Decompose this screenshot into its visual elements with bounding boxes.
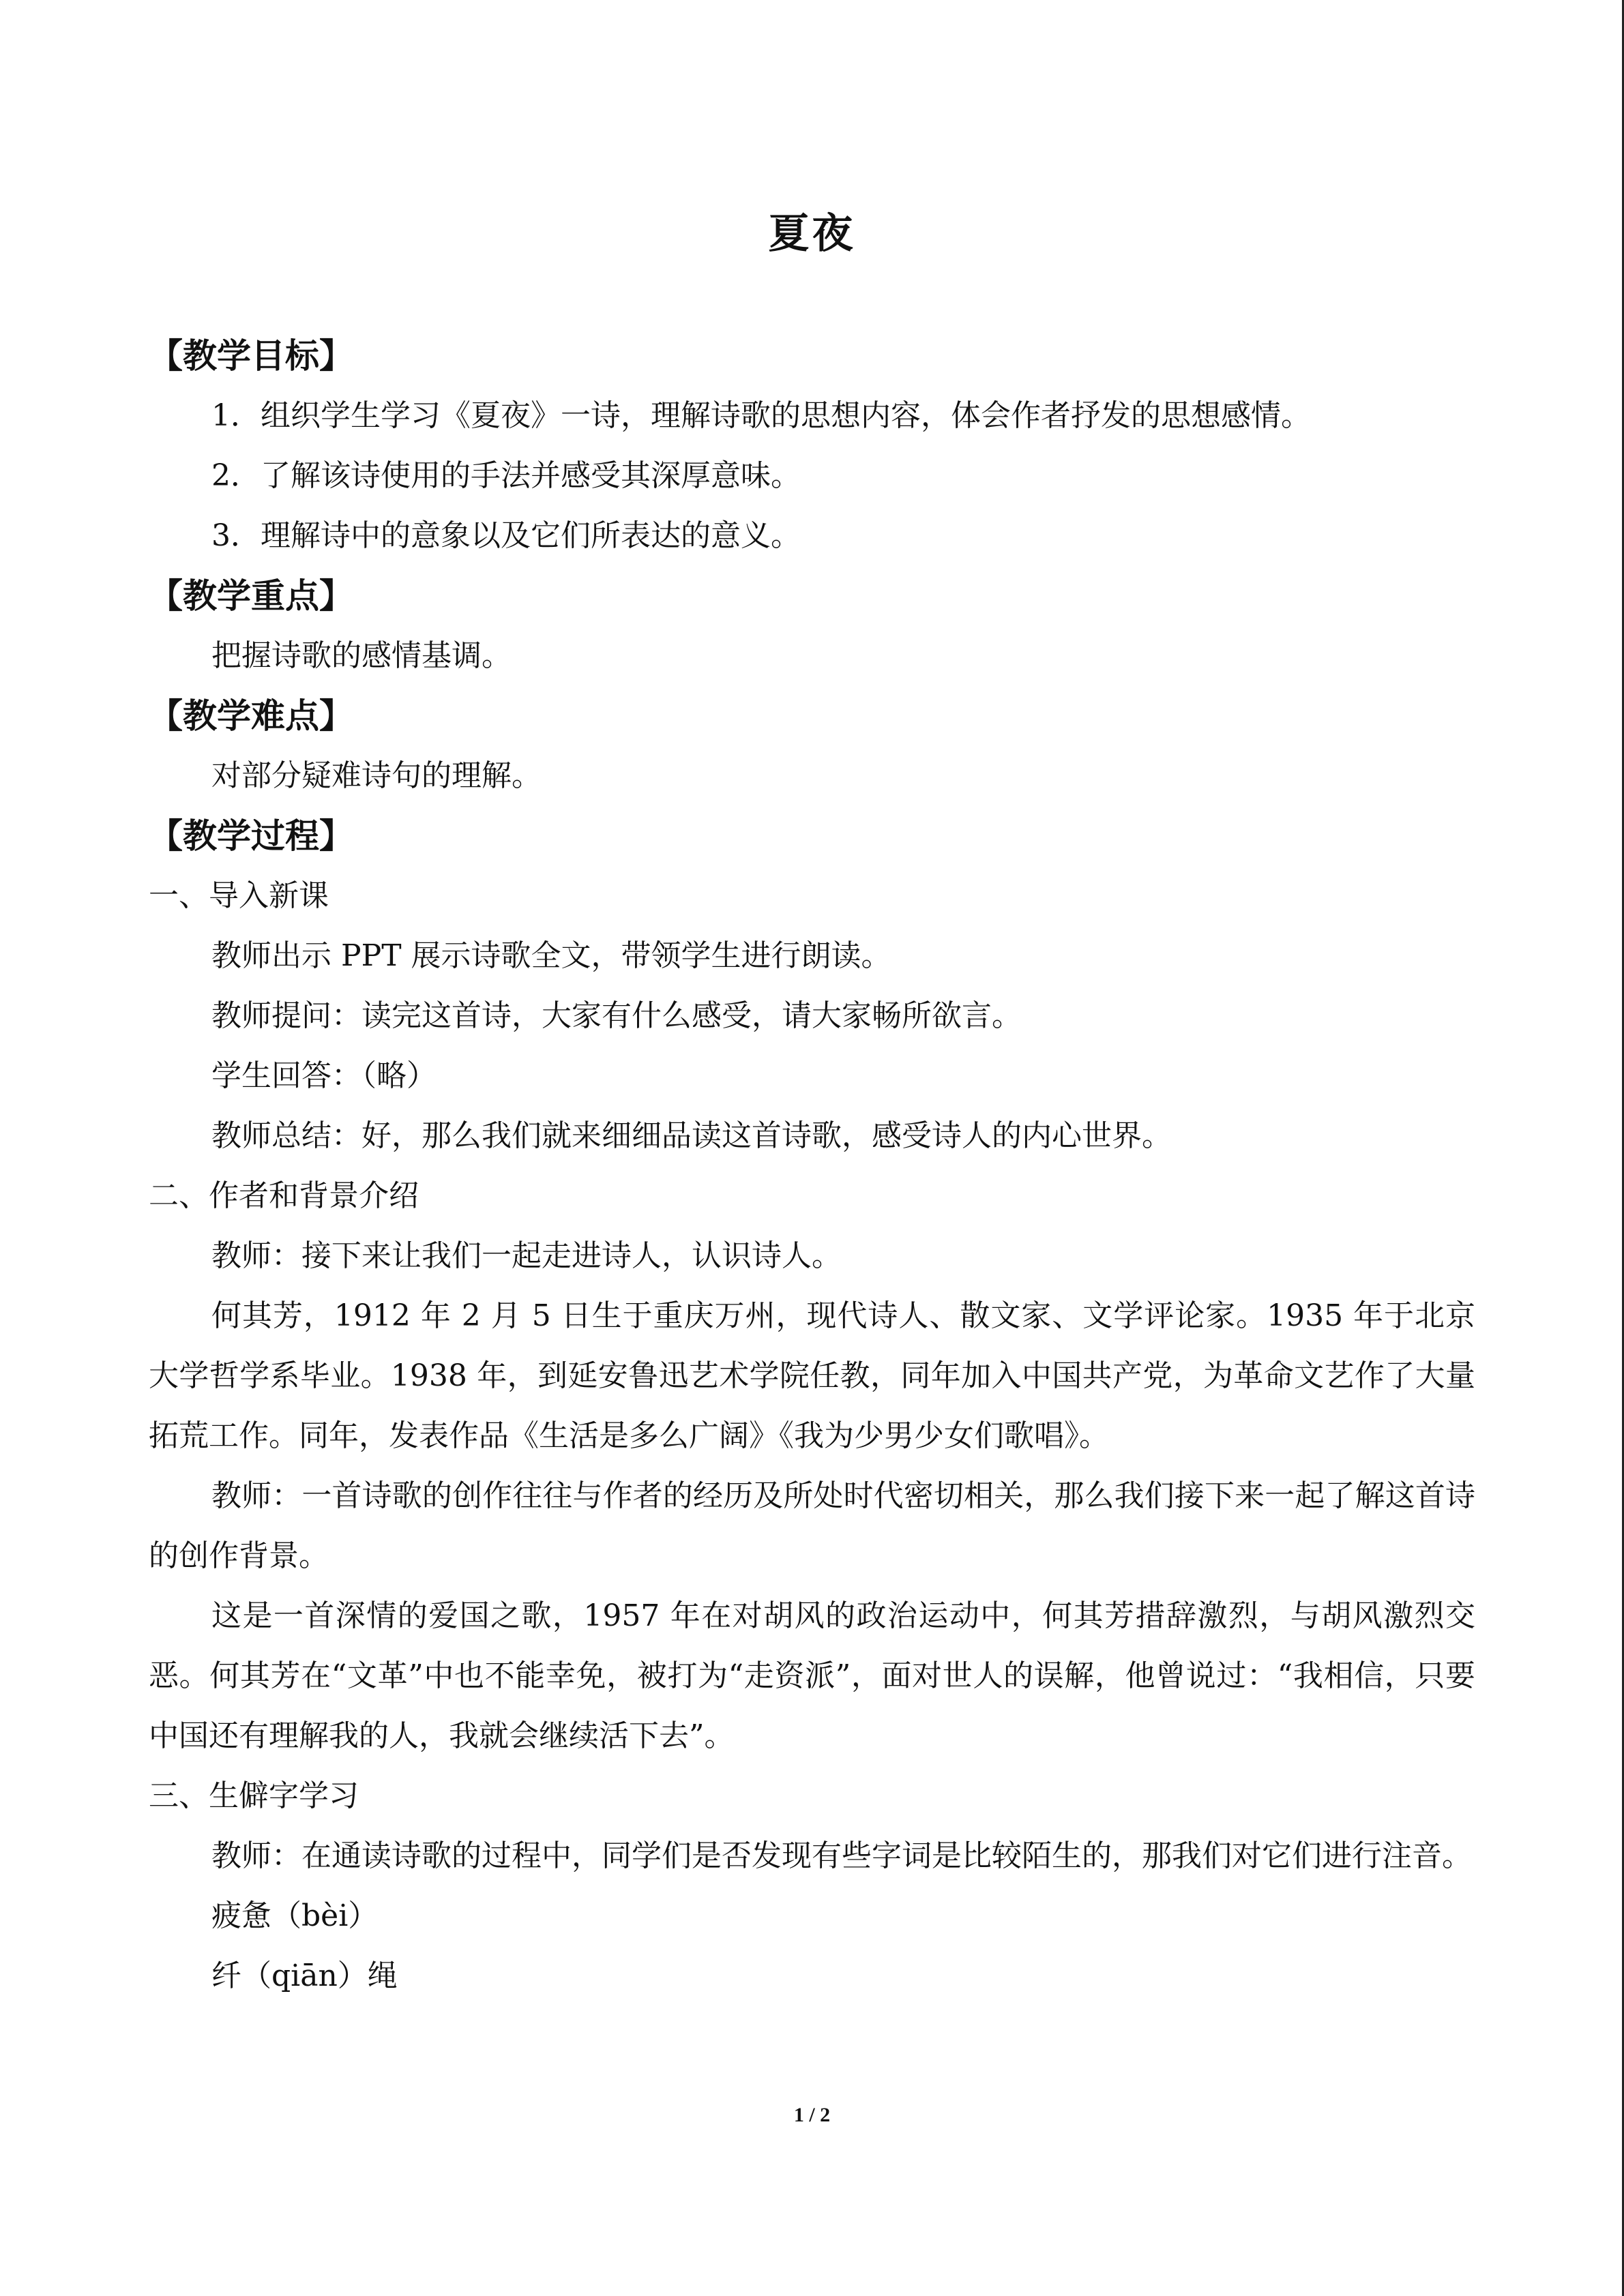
objectives-heading: 【教学目标】 bbox=[149, 336, 353, 376]
part1-line: 教师提问：读完这首诗，大家有什么感受，请大家畅所欲言。 bbox=[211, 998, 1022, 1033]
page-number: 1 / 2 bbox=[793, 2104, 831, 2126]
vocab-item: 纤（qiān）绳 bbox=[211, 1958, 398, 1993]
part1-line: 教师出示 PPT 展示诗歌全文，带领学生进行朗读。 bbox=[211, 938, 891, 973]
document-body bbox=[149, 326, 1475, 2006]
page-title: 夏夜 bbox=[768, 210, 856, 258]
background-paragraph: 这是一首深情的爱国之歌，1957 年在对胡风的政治运动中，何其芳措辞激烈，与胡风激烈交恶。何其芳在“文革”中也不能幸免，被打为“走资派”，面对世人的误解，他曾说过：“我相信，只要中国还有理解我的人，我就会继续活下去”。 bbox=[149, 1598, 1475, 1753]
part1-line: 学生回答：（略） bbox=[211, 1058, 437, 1093]
part3-intro: 教师：在通读诗歌的过程中，同学们是否发现有些字词是比较陌生的，那我们对它们进行注音。 bbox=[211, 1838, 1472, 1873]
process-heading: 【教学过程】 bbox=[149, 816, 353, 856]
objective-item: 2．了解该诗使用的手法并感受其深厚意味。 bbox=[211, 458, 801, 493]
difficulties-text: 对部分疑难诗句的理解。 bbox=[211, 758, 542, 793]
objective-item: 3．理解诗中的意象以及它们所表达的意义。 bbox=[211, 518, 801, 553]
author-bio-paragraph: 何其芳，1912 年 2 月 5 日生于重庆万州，现代诗人、散文家、文学评论家。1935 年于北京大学哲学系毕业。1938 年，到延安鲁迅艺术学院任教，同年加入中国共产党，为革命文艺作了大量拓荒工作。同年，发表作品《生活是多么广阔》《我为少男少女们歌唱》。 bbox=[149, 1298, 1475, 1453]
part1-line: 教师总结：好，那么我们就来细细品读这首诗歌，感受诗人的内心世界。 bbox=[211, 1118, 1172, 1153]
key-points-text: 把握诗歌的感情基调。 bbox=[211, 638, 512, 673]
transition-paragraph: 教师：一首诗歌的创作往往与作者的经历及所处时代密切相关，那么我们接下来一起了解这首诗的创作背景。 bbox=[149, 1478, 1475, 1573]
difficulties-heading: 【教学难点】 bbox=[149, 696, 353, 736]
part2-intro: 教师：接下来让我们一起走进诗人，认识诗人。 bbox=[211, 1238, 842, 1273]
part2-heading: 二、作者和背景介绍 bbox=[149, 1178, 419, 1213]
part1-heading: 一、导入新课 bbox=[149, 878, 329, 913]
key-points-heading: 【教学重点】 bbox=[149, 576, 353, 616]
vocab-item: 疲惫（bèi） bbox=[211, 1898, 379, 1933]
objective-item: 1．组织学生学习《夏夜》一诗，理解诗歌的思想内容，体会作者抒发的思想感情。 bbox=[211, 398, 1311, 433]
part3-heading: 三、生僻字学习 bbox=[149, 1778, 359, 1813]
